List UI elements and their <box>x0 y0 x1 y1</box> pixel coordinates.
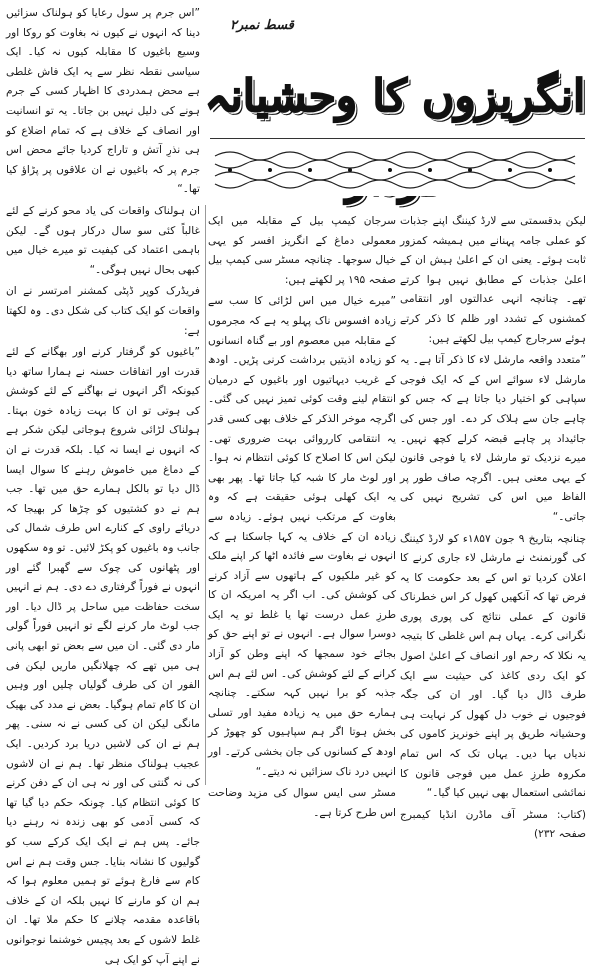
left-paragraph-2: ان ہولناک واقعات کی یاد محو کرنے کے لئے غالباً کئی سو سال درکار ہوں گے۔ لیکن باہمی اعتماد کی کیفیت تو میرے خیال میں کبھی بحال نہیں ہوگی۔“ <box>6 204 200 276</box>
right-paragraph-2: ”متعدد واقعہ مارشل لاء کا ذکر آتا ہے۔ یہ مارشل لاء سوائے اس کے کہ ایک فوجی سپاہی کو اختیار دیا جاتا ہے کہ جس کو چاہے جان سے ہلاک کر دے۔ اور جس کی جائیداد پر چاہے قبضہ کرلے کچھ نہیں۔ میرے نزدیک تو مارشل لاء یا فوجی قانون کے یہی معنی ہیں۔ اگرچہ صاف طور پر الفاظ میں اس کی تشریح نہیں کی جاتی۔“ <box>400 354 586 523</box>
middle-paragraph-1: سرجان کیمپ بیل کے مقابلہ میں ایک معمولی دماغ کے انگریز افسر کو یہی خیال سوجھا۔ چنانچہ مسٹر سی کیمپ بیل صفحہ ۱۹۵ پر لکھتے ہیں: <box>208 215 396 286</box>
column-left <box>6 4 200 966</box>
column-divider <box>205 205 206 785</box>
left-paragraph-4: ”باغیوں کو گرفتار کرنے اور بھگانے کے لئے قدرت اور اتفاقات حسنہ نے ہمارا ساتھ دیا کیونکہ اگر انہوں نے بھاگنے کے لئے کوشش کی ہوتی تو ان کا بہت زیادہ خون بہتا۔ ہولناک لڑائی شروع ہوجاتی لیکن شکر ہے کہ انہوں نے ایسا نہ کیا۔ بلکہ قدرت نے ان کے دماغ میں خاموش رہنے کا سوال ایسا ڈال دیا تو بالکل ہمارے حق میں تھا۔ جب ہم نے دو کشتیوں کو چڑھا کر بھیجا کہ دریائے راوی کے کنارے اس طرف شمال کی جانب وہ باغیوں کو پکڑ لائیں۔ تو وہ سکھوں اور پٹھانوں کی چوک سے گھبرا گئے اور انہوں نے فوراً گرفتاری دے دی۔ ہم نے انہیں سخت حفاظت میں ساحل پر ڈال دیا۔ اور جب لوٹ مار کرنے لگے تو انہیں فوراً گولی مار دی گئی۔ ان میں سے بعض تو ابھی پانی ہی میں تھے کہ چھلانگیں ماریں لیکن فی الفور ان کی طرف گولیاں چلیں اور وہیں ان کا کام تمام ہوگیا۔ بعض نے مدد کی بھیک مانگی لیکن ان کی کسی نے نہ سنی۔ پھر ہم نے ان کی لاشیں دریا برد کردیں۔ ایک عجیب ہولناک منظر تھا۔ ہم نے ان لاشوں کی نہ گنتی کی اور نہ ہی ان کے دفن کرنے کا کوئی انتظام کیا۔ چونکہ حکم دیا گیا تھا کہ کسی آدمی کو بھی زندہ نہ رہنے دیا جائے۔ پس ہم نے ایک ایک کرکے سب کو گولیوں کا نشانہ بنایا۔ جس وقت ہم نے اس کام سے فارغ ہوئے تو ہمیں معلوم ہوا کہ ہم ان کو مارنے کا نہیں بلکہ ان کے خلاف باقاعدہ مقدمہ چلانے کا حکم ملا تھا۔ ان غلط لاشوں کے بعد پچیس خوشنما نوجوانوں نے اپنے آپ کو ایک ہی <box>6 346 200 966</box>
column-middle <box>208 212 396 819</box>
ornament-band <box>210 146 590 196</box>
column-right <box>400 212 587 841</box>
middle-paragraph-3: مسٹر سی ایس سوال کی مزید وضاحت اس طرح کرتا ہے۔ <box>208 787 396 819</box>
middle-paragraph-2: ”میرے خیال میں اس لڑائی کا سب سے زیادہ افسوس ناک پہلو یہ ہے کہ مجرموں کے مقابلہ میں معصوم اور بے گناہ انسانوں کو زیادہ اذیتیں برداشت کرنی پڑیں۔ اودھ کے غریب دیہاتیوں اور باغیوں کے درمیان انتقام لینے وقت کوئی تمیز نہیں کی گئی۔ اگرچہ موخر الذکر کے خلاف بھی کسی قدر یہ انتقامی کارروائی بہت ضروری تھی۔ لیکن اس کا اصلاح کا کوئی انتظام نہ ہوا۔ اور لوٹ مار کا شبہ کیا جاتا تھا۔ پھر بھی یہ ایک کھلی ہوئی حقیقت ہے کہ وہ بغاوت کے مرتکب نہیں ہوئے۔ زیادہ سے زیادہ ان کے خلاف یہ کہا جاسکتا ہے کہ انہوں نے بغاوت سے فائدہ اٹھا کر اپنے ملک کو غیر ملکیوں کے ہاتھوں سے آزاد کرنے کی کوشش کی۔ اب اگر یہ امریکہ ان کا طرزِ عمل درست تھا یا غلط تو یہ ایک دوسرا سوال ہے۔ انہوں نے تو اپنے حق کو بجائے خود سمجھا کہ اپنے وطن کو آزاد کرانے کے لئے کوشش کی۔ اس لئے ہم اس جذبہ کو برا نہیں کہہ سکتے۔ چنانچہ ہمارے حق میں یہ زیادہ مفید اور تسلی بخش ہوتا اگر ہم سپاہیوں کو چھوڑ کر اودھ کے کسانوں کی جان بخشی کرتے۔ اور انہیں درد ناک سزائیں نہ دیتے۔“ <box>208 295 396 778</box>
instalment-label: قسط نمبر۲ <box>230 18 294 33</box>
right-paragraph-1: لیکن بدقسمتی سے لارڈ کیننگ اپنے جذبات کو عملی جامہ پہنانے میں ہمیشہ کمزور ثابت ہوئے۔ یعنی ان کے اعلیٰ ہیش ان کے اعلیٰ جذبات کے مطابق نہیں ہوا کرتے تھے۔ چنانچہ انہی عدالتوں اور انتقامی کمشنوں کے تشدد اور ظلم کا ذکر کرتے ہوئے سرجارج کیمپ بیل لکھتے ہیں: <box>400 215 586 345</box>
left-paragraph-3: فریڈرک کوپر ڈپٹی کمشنر امرتسر نے ان واقعات کو ایک کتاب کی شکل دی۔ وہ لکھتا ہے: <box>6 285 200 337</box>
headline-rule <box>210 138 585 139</box>
right-paragraph-4: (کتاب: مسٹر آف ماڈرن انڈیا کیمبرج صفحہ ۲۳۲) <box>400 808 586 841</box>
left-paragraph-1: ”اس جرم پر سول رعایا کو ہولناک سزائیں دینا کہ انہوں نے کیوں نہ بغاوت کو روکا اور وسیع باغیوں کا مقابلہ کیوں نہ کیا۔ ایک سیاسی نقطہ نظر سے یہ ایک فاش غلطی ہے محض ہمدردی کا اظہار کسی کے جرم ہونے کی دلیل نہیں بن جاتا۔ یہ تو انسانیت اور انصاف کے خلاف ہے کہ تمام اضلاع کو ہی نذرِ آتش و تاراج کردیا جائے محض اس جرم پر کہ باغیوں نے ان علاقوں پر پڑاؤ کیا تھا۔“ <box>6 7 200 196</box>
right-paragraph-3: چنانچہ بتاریخ ۹ جون ۱۸۵۷ء کو لارڈ کیننگ کی گورنمنٹ نے مارشل لاء جاری کرنے کا اعلان کردیا تو اس کے بعد حکومت کا یہ فرض تھا کہ آنکھیں کھول کر اس خطرناک قانون کے عملی نتائج کی پوری پوری نگرانی کرے۔ یہاں ہم اس غلطی کا بتیجہ یہ نکلا کہ رحم اور انصاف کے اعلیٰ اصول کو ایک ردی کاغذ کی حیثیت سے ایک طرف ڈال دیا گیا۔ اور ان کی جگہ فوجیوں نے خوب دل کھول کر نہایت ہی وحشیانہ طریق پر اپنے خونریز کاموں کی ندیاں بہا دیں۔ یہاں تک کہ اس تمام مکروہ طرزِ عمل میں فوجی قانون کا نمائشی استعمال بھی نہیں کیا گیا۔“ <box>400 532 587 800</box>
article-headline: انگریزوں کا وحشیانہ <box>204 71 586 122</box>
